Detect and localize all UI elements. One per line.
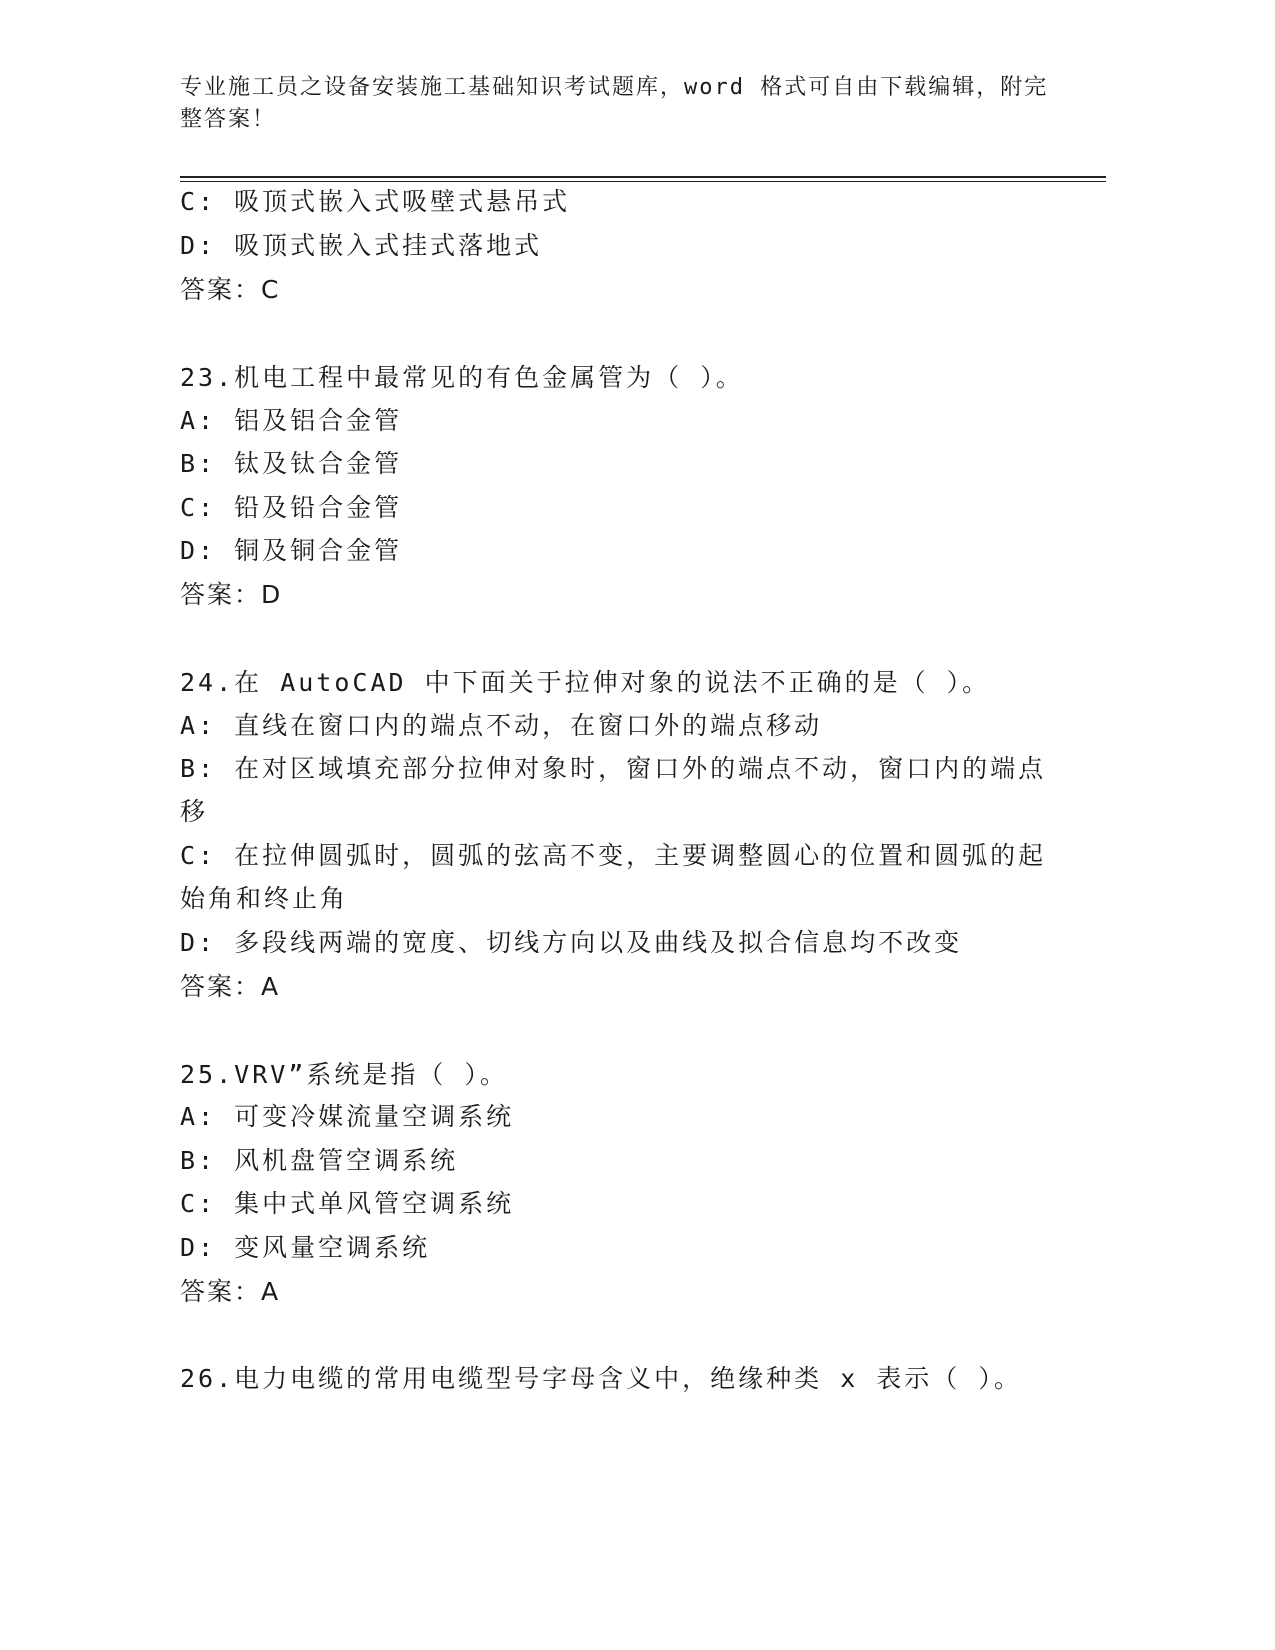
option-d: D: 铜及铜合金管 [180,536,403,565]
header-title-line-2: 整答案！ [180,107,277,132]
option-a: A: 铝及铝合金管 [180,406,403,435]
option-a: A: 可变冷媒流量空调系统 [180,1102,515,1131]
option-c-continued: 始角和终止角 [180,884,349,913]
document-header [180,72,1060,136]
option-b: B: 风机盘管空调系统 [180,1146,459,1175]
question-stem: 23.机电工程中最常见的有色金属管为（ ）。 [180,363,744,392]
answer-line: 答案：C [180,275,281,304]
option-a: A: 直线在窗口内的端点不动，在窗口外的端点移动 [180,711,823,740]
answer-line: 答案：A [180,1277,281,1306]
answer-line: 答案：A [180,972,281,1001]
option-c: C: 在拉伸圆弧时，圆弧的弦高不变，主要调整圆心的位置和圆弧的起 [180,841,1047,870]
header-divider-thick [180,176,1106,178]
question-stem: 24.在 AutoCAD 中下面关于拉伸对象的说法不正确的是（ ）。 [180,668,991,697]
answer-line: 答案：D [180,580,283,609]
option-b-continued: 移 [180,797,209,826]
option-d: D: 变风量空调系统 [180,1233,431,1262]
header-title-line-1: 专业施工员之设备安装施工基础知识考试题库，word 格式可自由下载编辑，附完 [180,75,1049,100]
option-c: C: 吸顶式嵌入式吸壁式悬吊式 [180,187,571,216]
question-stem: 26.电力电缆的常用电缆型号字母含义中，绝缘种类 x 表示（ ）。 [180,1364,1022,1393]
option-c: C: 铅及铅合金管 [180,493,403,522]
option-d: D: 多段线两端的宽度、切线方向以及曲线及拟合信息均不改变 [180,928,963,957]
header-divider-thin [180,181,1106,182]
option-c: C: 集中式单风管空调系统 [180,1189,515,1218]
question-stem: 25.VRV”系统是指（ ）。 [180,1060,508,1089]
option-b: B: 钛及钛合金管 [180,449,403,478]
option-b: B: 在对区域填充部分拉伸对象时，窗口外的端点不动，窗口内的端点 [180,754,1047,783]
option-d: D: 吸顶式嵌入式挂式落地式 [180,231,543,260]
